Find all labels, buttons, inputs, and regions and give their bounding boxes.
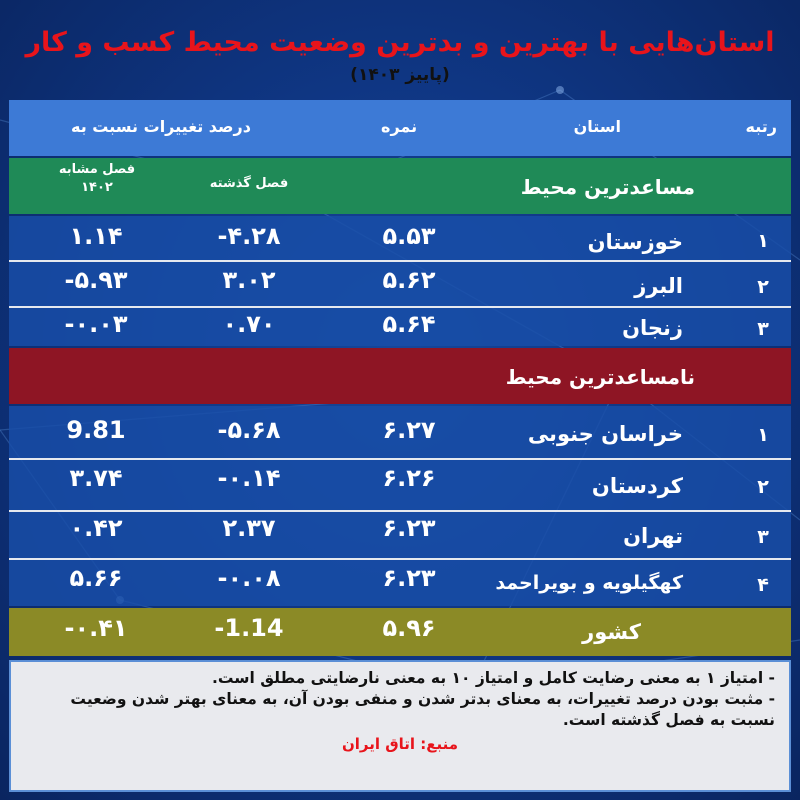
table-row [9, 306, 791, 346]
rank-cell: ۳ [757, 526, 769, 548]
score-cell: ۵.۹۶ [382, 614, 436, 642]
note-1: - امتیاز ۱ به معنی رضایت کامل و امتیاز ۱۰ به معنی نارضایتی مطلق است. [211, 669, 775, 687]
page-title: استان‌هایی با بهترین و بدترین وضعیت محیط کسب و کار [25, 27, 775, 58]
province-cell: تهران [623, 524, 683, 548]
rank-cell: ۲ [757, 276, 769, 298]
score-cell: ۶.۲۳ [382, 514, 436, 542]
table-row [9, 260, 791, 306]
col-same-season-last-year: فصل مشابه ۱۴۰۲ [58, 162, 136, 195]
best-section-label: مساعدترین محیط [520, 175, 695, 199]
last-season-cell: ۳.۰۲ [222, 266, 276, 294]
page-subtitle: (پاییز ۱۴۰۳) [350, 65, 450, 85]
last-season-cell: -۰.۰۸ [217, 564, 281, 592]
score-cell: ۶.۲۷ [382, 416, 436, 444]
province-cell: کشور [582, 620, 641, 644]
province-cell: خوزستان [587, 230, 683, 254]
rank-cell: ۴ [757, 574, 769, 596]
last-season-cell: -۵.۶۸ [217, 416, 281, 444]
same-season-cell: ۰.۴۲ [69, 514, 123, 542]
table-row [9, 458, 791, 510]
same-season-cell: -۵.۹۳ [64, 266, 128, 294]
same-season-cell: -۰.۴۱ [64, 614, 128, 642]
last-season-cell: -۴.۲۸ [217, 222, 281, 250]
province-cell: کردستان [591, 474, 683, 498]
rank-cell: ۱ [757, 230, 769, 252]
col-last-season: فصل گذشته [209, 176, 289, 191]
same-season-cell: ۳.۷۴ [69, 464, 123, 492]
last-season-cell: ۲.۳۷ [222, 514, 276, 542]
table-header [9, 100, 791, 156]
table-row [9, 216, 791, 260]
score-cell: ۵.۶۲ [382, 266, 436, 294]
score-cell: ۶.۲۳ [382, 564, 436, 592]
same-season-cell: -۰.۰۳ [64, 310, 128, 338]
province-cell: البرز [634, 274, 683, 298]
country-row [9, 608, 791, 656]
best-section-bar [9, 158, 791, 214]
rank-cell: ۲ [757, 476, 769, 498]
table-row [9, 406, 791, 458]
same-season-cell: 9.81 [66, 416, 126, 444]
source-line: منبع: اتاق ایران [341, 735, 459, 753]
worst-section-bar [9, 348, 791, 404]
same-season-cell: ۱.۱۴ [69, 222, 123, 250]
province-cell: کهگیلویه و بویراحمد [495, 572, 683, 594]
score-cell: ۵.۶۴ [382, 310, 436, 338]
province-cell: زنجان [622, 316, 683, 340]
score-cell: ۵.۵۳ [382, 222, 436, 250]
same-season-cell: ۵.۶۶ [69, 564, 123, 592]
header-rank: رتبه [745, 117, 777, 136]
last-season-cell: -۰.۱۴ [217, 464, 281, 492]
table-row [9, 558, 791, 606]
worst-section-label: نامساعدترین محیط [505, 365, 695, 389]
score-cell: ۶.۲۶ [382, 464, 436, 492]
last-season-cell: -1.14 [214, 614, 284, 642]
rank-cell: ۱ [757, 424, 769, 446]
header-province: استان [573, 117, 621, 136]
notes-box [9, 660, 791, 792]
province-cell: خراسان جنوبی [527, 422, 683, 446]
header-score: نمره [381, 117, 418, 136]
note-2: - مثبت بودن درصد تغییرات، به معنای بدتر شدن و منفی بودن آن، به معنای بهتر شدن وضعیت نسبت به فصل گذشته است. [70, 690, 775, 729]
header-change: درصد تغییرات نسبت به [71, 117, 251, 136]
table-row [9, 510, 791, 558]
last-season-cell: ۰.۷۰ [222, 310, 276, 338]
rank-cell: ۳ [757, 318, 769, 340]
